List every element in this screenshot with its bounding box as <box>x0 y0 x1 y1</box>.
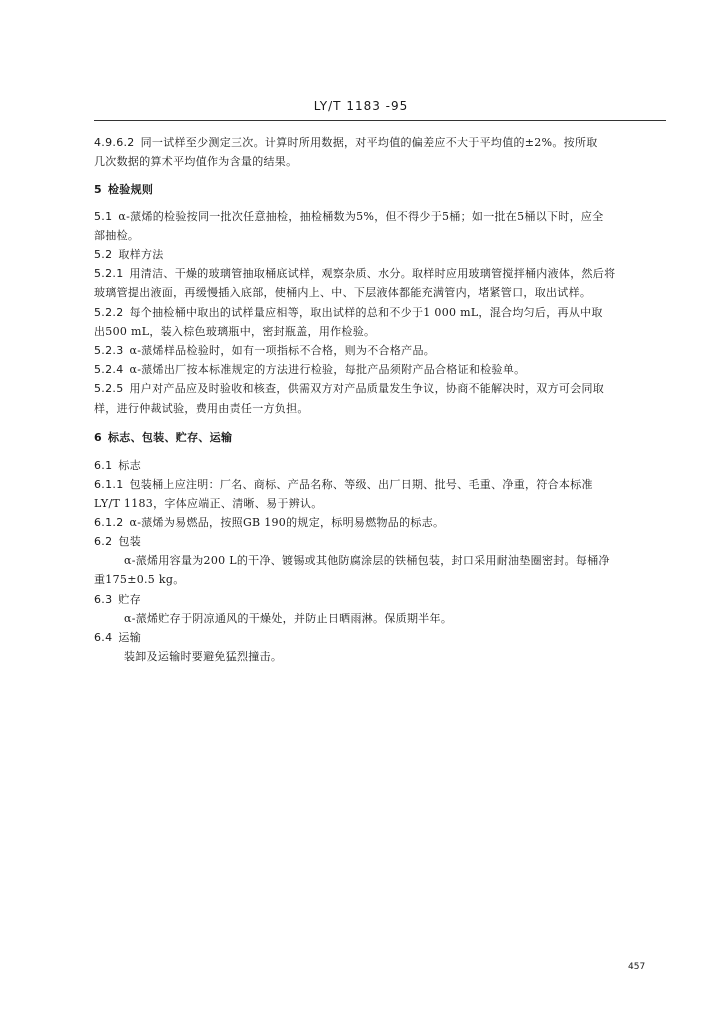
clause-4-9-6-2 <box>94 136 598 150</box>
clause-text: 每个抽检桶中取出的试样量应相等，取出试样的总和不少于1 000 mL，混合均匀后，再从中取 <box>129 306 603 319</box>
clause-5-2-4 <box>94 363 525 377</box>
clause-text: α-蒎烯的检验按同一批次任意抽检，抽检桶数为5%，但不得少于5桶；如一批在5桶以下时，应全 <box>118 210 604 223</box>
clause-number: 6.1.1 <box>94 478 124 491</box>
clause-title: 包装 <box>118 535 142 548</box>
clause-text: α-蒎烯为易燃品，按照GB 190的规定，标明易燃物品的标志。 <box>129 516 445 529</box>
clause-text: 用户对产品应及时验收和核查，供需双方对产品质量发生争议，协商不能解决时，双方可会同取 <box>129 382 605 395</box>
clause-5-2-3 <box>94 344 435 358</box>
clause-number: 5.2 <box>94 248 113 261</box>
clause-number: 6.3 <box>94 593 113 606</box>
clause-6-2 <box>94 535 141 549</box>
clause-number: 5.2.1 <box>94 267 124 280</box>
section-number: 5 <box>94 183 102 196</box>
clause-number: 5.2.2 <box>94 306 124 319</box>
clause-5-2-5 <box>94 382 604 396</box>
clause-6-3 <box>94 593 141 607</box>
clause-title: 标志 <box>118 459 142 472</box>
clause-number: 5.2.3 <box>94 344 124 357</box>
clause-6-1-2 <box>94 516 444 530</box>
clause-number: 5.2.4 <box>94 363 124 376</box>
section-5-heading <box>94 183 153 197</box>
clause-text: 同一试样至少测定三次。计算时所用数据，对平均值的偏差应不大于平均值的±2%。按所取 <box>140 136 598 149</box>
clause-6-3-text: α-蒎烯贮存于阴凉通风的干燥处，并防止日晒雨淋。保质期半年。 <box>124 612 453 625</box>
section-title: 检验规则 <box>107 183 154 196</box>
clause-text: 包装桶上应注明：厂名、商标、产品名称、等级、出厂日期、批号、毛重、净重，符合本标准 <box>129 478 593 491</box>
clause-number: 5.1 <box>94 210 113 223</box>
section-number: 6 <box>94 431 102 444</box>
clause-6-4 <box>94 631 141 645</box>
clause-number: 5.2.5 <box>94 382 124 395</box>
clause-6-1 <box>94 459 141 473</box>
clause-number: 6.2 <box>94 535 113 548</box>
clause-title: 取样方法 <box>118 248 164 261</box>
clause-text: α-蒎烯出厂按本标准规定的方法进行检验，每批产品须附产品合格证和检验单。 <box>129 363 526 376</box>
clause-text: 用清洁、干燥的玻璃管抽取桶底试样，观察杂质、水分。取样时应用玻璃管搅拌桶内液体，然后将 <box>129 267 616 280</box>
clause-number: 6.1.2 <box>94 516 124 529</box>
clause-title: 运输 <box>118 631 142 644</box>
clause-6-2-cont: 重175±0.5 kg。 <box>94 573 185 586</box>
clause-5-1 <box>94 210 604 224</box>
clause-number: 6.4 <box>94 631 113 644</box>
clause-number: 4.9.6.2 <box>94 136 135 149</box>
clause-number: 6.1 <box>94 459 113 472</box>
standard-code-header: LY/T 1183 -95 <box>313 99 409 113</box>
clause-5-2-1 <box>94 267 615 281</box>
clause-5-2-2 <box>94 306 603 320</box>
clause-5-2-5-cont: 样，进行仲裁试验，费用由责任一方负担。 <box>94 402 309 415</box>
clause-6-2-text: α-蒎烯用容量为200 L的干净、镀锡或其他防腐涂层的铁桶包装，封口采用耐油垫圈密封。每桶净 <box>124 554 610 567</box>
clause-6-1-1-cont: LY/T 1183，字体应端正、清晰、易于辨认。 <box>94 497 323 510</box>
section-title: 标志、包装、贮存、运输 <box>107 431 233 444</box>
clause-5-2 <box>94 248 164 262</box>
clause-5-2-1-cont: 玻璃管提出液面，再缓慢插入底部，使桶内上、中、下层液体都能充满管内，堵紧管口，取出试样。 <box>94 286 592 299</box>
clause-4-9-6-2-cont: 几次数据的算术平均值作为含量的结果。 <box>94 155 298 168</box>
header-rule <box>94 120 666 121</box>
clause-6-1-1 <box>94 478 593 492</box>
clause-6-4-text: 装卸及运输时要避免猛烈撞击。 <box>124 650 283 663</box>
page-number: 457 <box>628 962 646 972</box>
clause-5-2-2-cont: 出500 mL，装入棕色玻璃瓶中，密封瓶盖，用作检验。 <box>94 325 376 338</box>
clause-text: α-蒎烯样品检验时，如有一项指标不合格，则为不合格产品。 <box>129 344 436 357</box>
clause-title: 贮存 <box>118 593 142 606</box>
clause-5-1-cont: 部抽检。 <box>94 229 140 242</box>
section-6-heading <box>94 431 232 445</box>
